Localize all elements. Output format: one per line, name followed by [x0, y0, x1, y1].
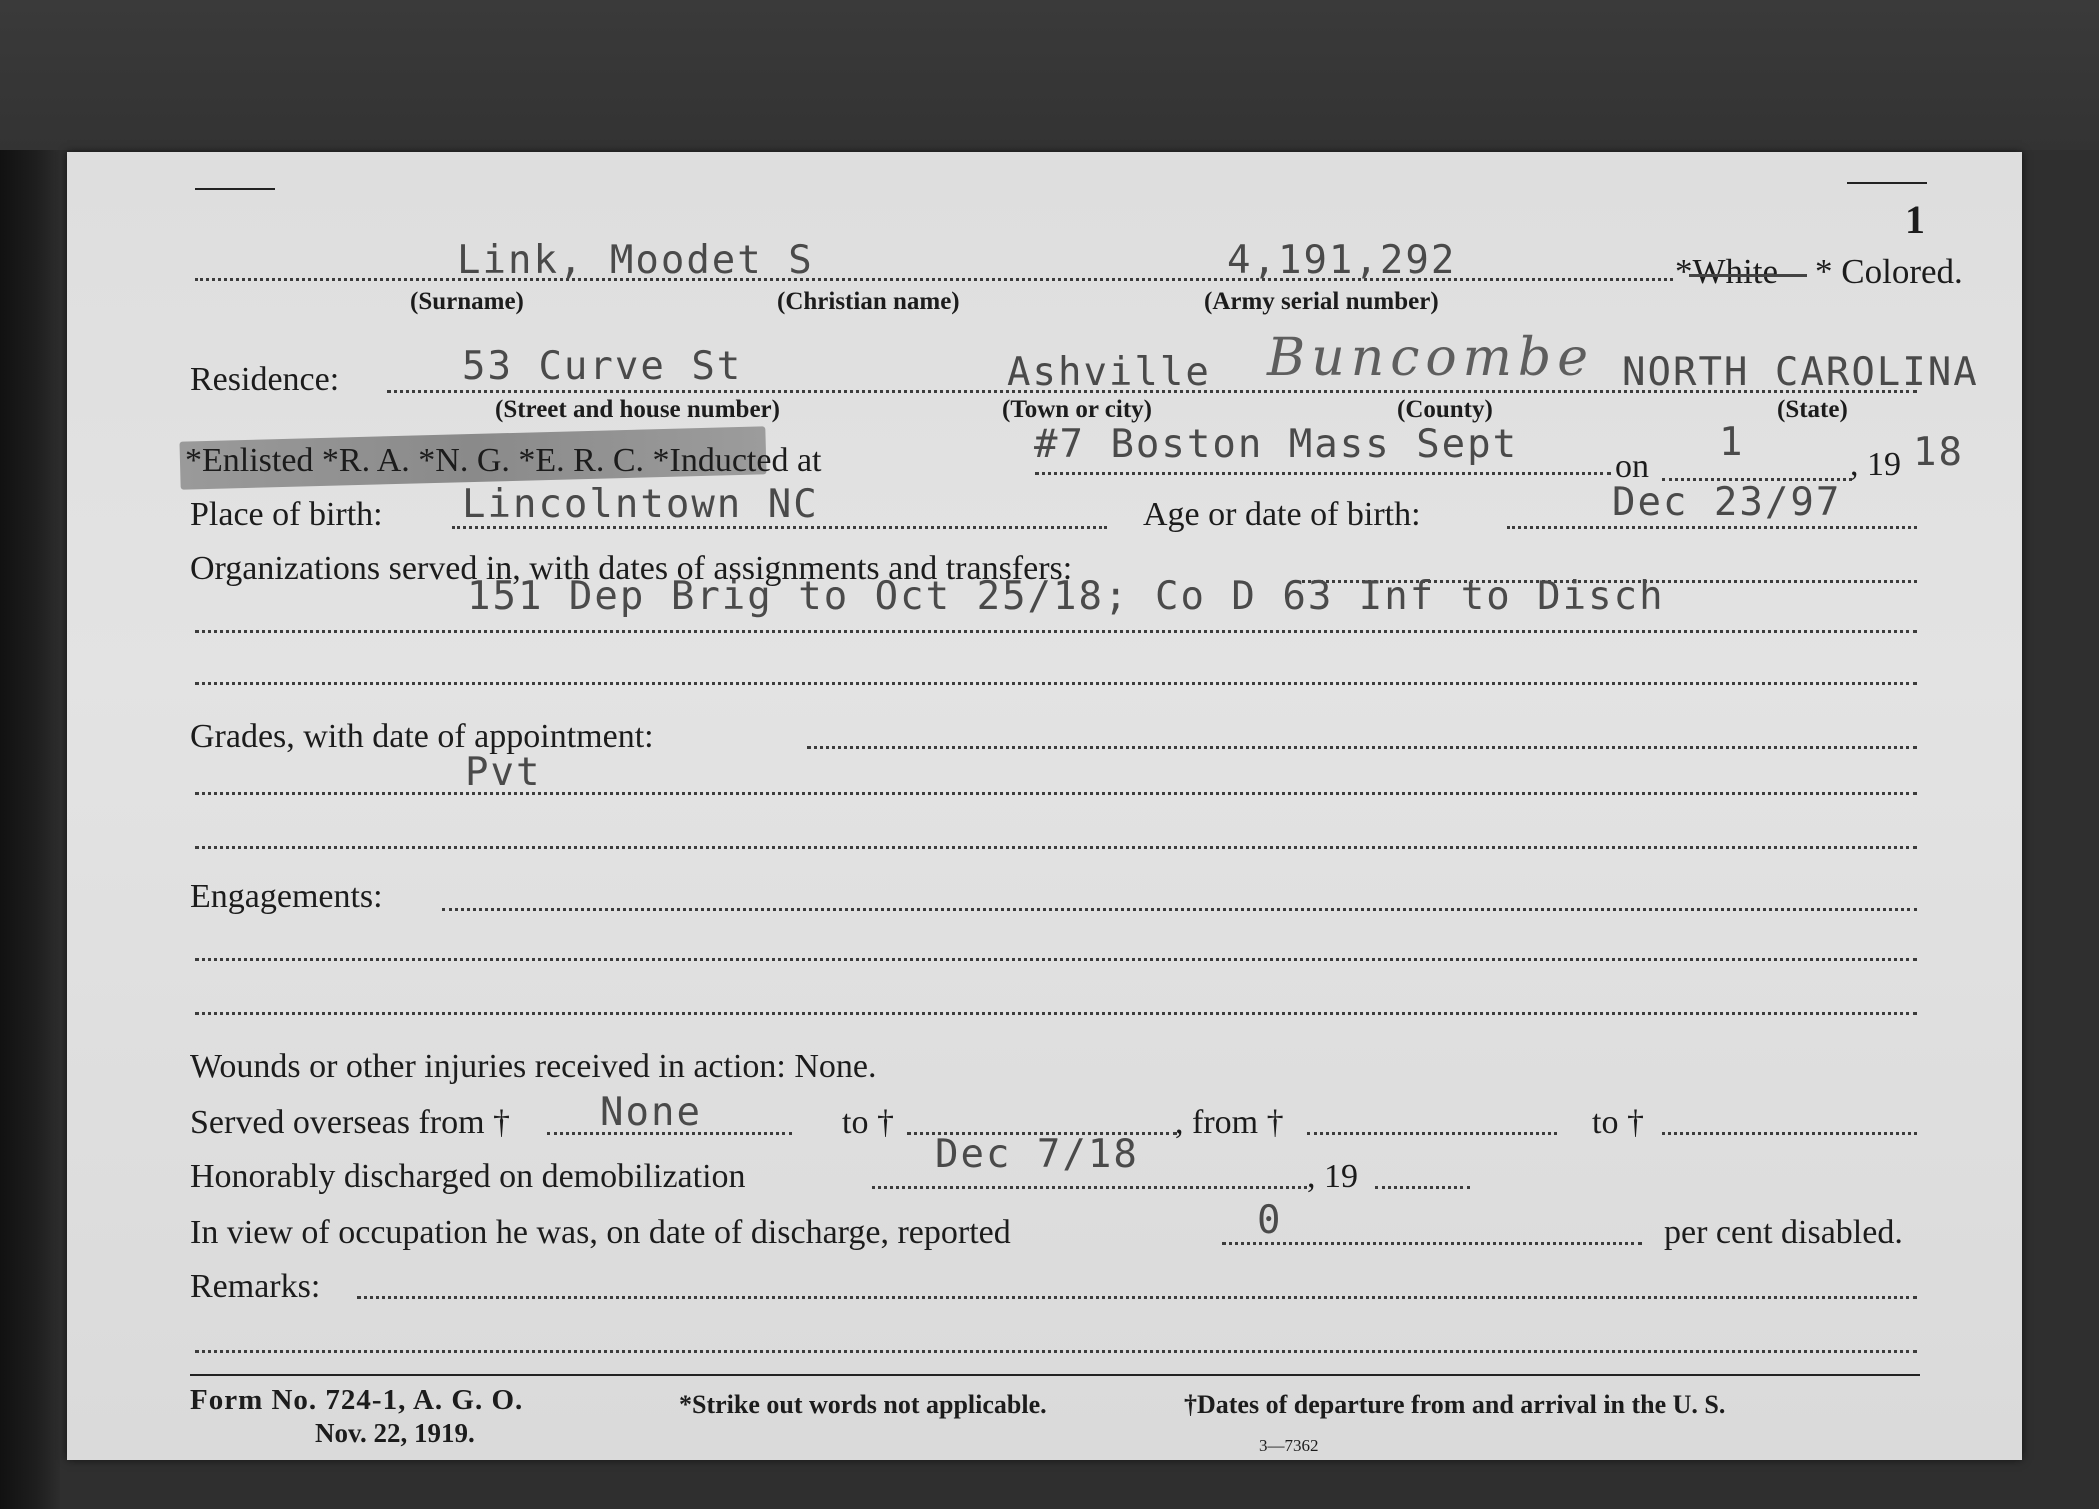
overseas-to2-line	[1662, 1132, 1917, 1135]
engagements-line-2	[195, 1012, 1917, 1015]
grades-value: Pvt	[465, 750, 542, 795]
disability-line	[1222, 1242, 1642, 1245]
grades-line-0	[807, 746, 1917, 749]
dates-note: †Dates of departure from and arrival in the U. S.	[1184, 1390, 1726, 1419]
county-caption: (County)	[1397, 396, 1493, 423]
remarks-line-1	[195, 1350, 1917, 1353]
age-line	[1507, 526, 1917, 529]
discharge-label: Honorably discharged on demobilization	[190, 1158, 746, 1195]
strike-note: *Strike out words not applicable.	[679, 1390, 1047, 1419]
street-caption: (Street and house number)	[495, 396, 780, 423]
scanner-background-left	[0, 0, 60, 1509]
residence-county: Buncombe	[1267, 328, 1594, 388]
scanner-background-top	[0, 0, 2099, 150]
enlisted-year: 18	[1913, 430, 1964, 475]
discharge-year-line	[1375, 1186, 1470, 1189]
engagements-line-0	[442, 908, 1917, 911]
inducted-value: #7 Boston Mass Sept	[1034, 422, 1519, 467]
race-white: *White	[1675, 252, 1779, 291]
place-of-birth-label: Place of birth:	[190, 496, 383, 533]
discharge-line	[872, 1186, 1307, 1189]
inducted-line	[1035, 472, 1611, 475]
remarks-label: Remarks:	[190, 1268, 321, 1305]
organizations-line-1-rule	[195, 630, 1917, 633]
wounds-label: Wounds or other injuries received in action: None.	[190, 1048, 877, 1085]
serial-caption: (Army serial number)	[1204, 288, 1439, 315]
disability-suffix: per cent disabled.	[1664, 1214, 1903, 1251]
residence-label: Residence:	[190, 361, 340, 398]
disability-value: 0	[1257, 1198, 1283, 1243]
top-left-rule	[195, 188, 275, 190]
birth-date-value: Dec 23/97	[1612, 480, 1842, 525]
overseas-to2-label: to †	[1592, 1104, 1644, 1141]
engagements-label: Engagements:	[190, 878, 383, 915]
organizations-line-1: 151 Dep Brig to Oct 25/18; Co D 63 Inf to Disch	[467, 574, 1665, 619]
state-caption: (State)	[1777, 396, 1848, 423]
grades-line-2	[195, 846, 1917, 849]
christian-name-caption: (Christian name)	[777, 288, 960, 315]
place-of-birth-value: Lincolntown NC	[462, 482, 819, 527]
print-code: 3—7362	[1259, 1436, 1319, 1455]
overseas-from2-label: , from †	[1175, 1104, 1284, 1141]
overseas-from-label: Served overseas from †	[190, 1104, 511, 1141]
town-caption: (Town or city)	[1002, 396, 1152, 423]
on-label: on	[1615, 448, 1649, 485]
discharge-year-label: , 19	[1307, 1158, 1358, 1195]
residence-state: NORTH CAROLINA	[1622, 350, 1979, 395]
top-right-rule	[1847, 182, 1927, 184]
organizations-line-2-rule	[195, 682, 1917, 685]
overseas-from2-line	[1307, 1132, 1557, 1135]
engagements-line-1	[195, 958, 1917, 961]
form-number: Form No. 724-1, A. G. O.	[190, 1384, 524, 1416]
enlisted-label: *Enlisted *R. A. *N. G. *E. R. C. *Inducted at	[185, 442, 822, 479]
serial-value: 4,191,292	[1227, 238, 1457, 283]
residence-street: 53 Curve St	[462, 344, 743, 389]
name-value: Link, Moodet S	[457, 238, 814, 283]
year-prefix: , 19	[1850, 446, 1901, 483]
age-label: Age or date of birth:	[1143, 496, 1421, 533]
race-colored: * Colored.	[1815, 252, 1963, 291]
overseas-from-value: None	[600, 1090, 702, 1135]
surname-caption: (Surname)	[410, 288, 524, 315]
service-record-card	[67, 152, 2022, 1460]
residence-town: Ashville	[1007, 350, 1211, 395]
disability-label: In view of occupation he was, on date of discharge, reported	[190, 1214, 1011, 1251]
grades-label: Grades, with date of appointment:	[190, 718, 654, 755]
organizations-label: Organizations served in, with dates of assignments and transfers:	[190, 550, 1073, 587]
footer-rule	[190, 1374, 1920, 1376]
enlisted-day: 1	[1719, 420, 1745, 465]
page-number: 1	[1905, 197, 1925, 242]
race-white-strike	[1689, 274, 1807, 277]
discharge-value: Dec 7/18	[935, 1132, 1139, 1177]
form-date: Nov. 22, 1919.	[315, 1418, 475, 1448]
overseas-to-label: to †	[842, 1104, 894, 1141]
remarks-line-0	[357, 1296, 1917, 1299]
grades-line-1	[195, 792, 1917, 795]
